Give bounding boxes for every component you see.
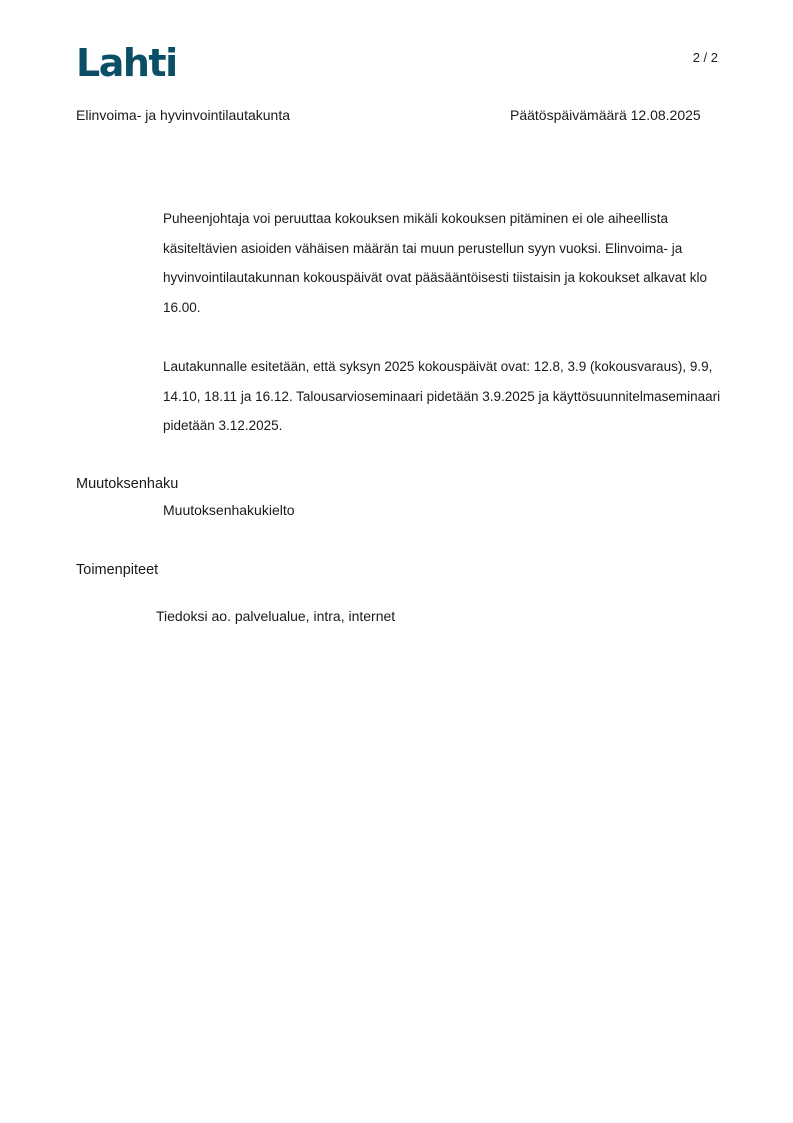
decision-date: Päätöspäivämäärä 12.08.2025 [510,107,701,123]
body-paragraph-1: Puheenjohtaja voi peruuttaa kokouksen mikäli kokouksen pitäminen ei ole aiheellista käsiteltävien asioiden vähäisen määrän tai muun perustellun syyn vuoksi. Elinvoima- ja hyvinvointilautakunnan kokouspäivät ovat pääsääntöisesti tiistaisin ja kokoukset alkavat klo 16.00. [163,211,708,315]
committee-name: Elinvoima- ja hyvinvointilautakunta [76,107,290,123]
page-number: 2 / 2 [692,50,718,65]
actions-text: Tiedoksi ao. palvelualue, intra, internet [156,608,396,624]
appeal-heading: Muutoksenhaku [76,476,179,492]
lahti-logo: Lahti [76,41,177,85]
appeal-text: Muutoksenhakukielto [163,502,295,518]
body-paragraph-2: Lautakunnalle esitetään, että syksyn 2025 kokouspäivät ovat: 12.8, 3.9 (kokousvaraus), 9.9, 14.10, 18.11 ja 16.12. Talousarvioseminaari pidetään 3.9.2025 ja käyttösuunnitelmaseminaari pidetään 3.12.2025. [163,359,721,433]
actions-heading: Toimenpiteet [76,562,159,578]
